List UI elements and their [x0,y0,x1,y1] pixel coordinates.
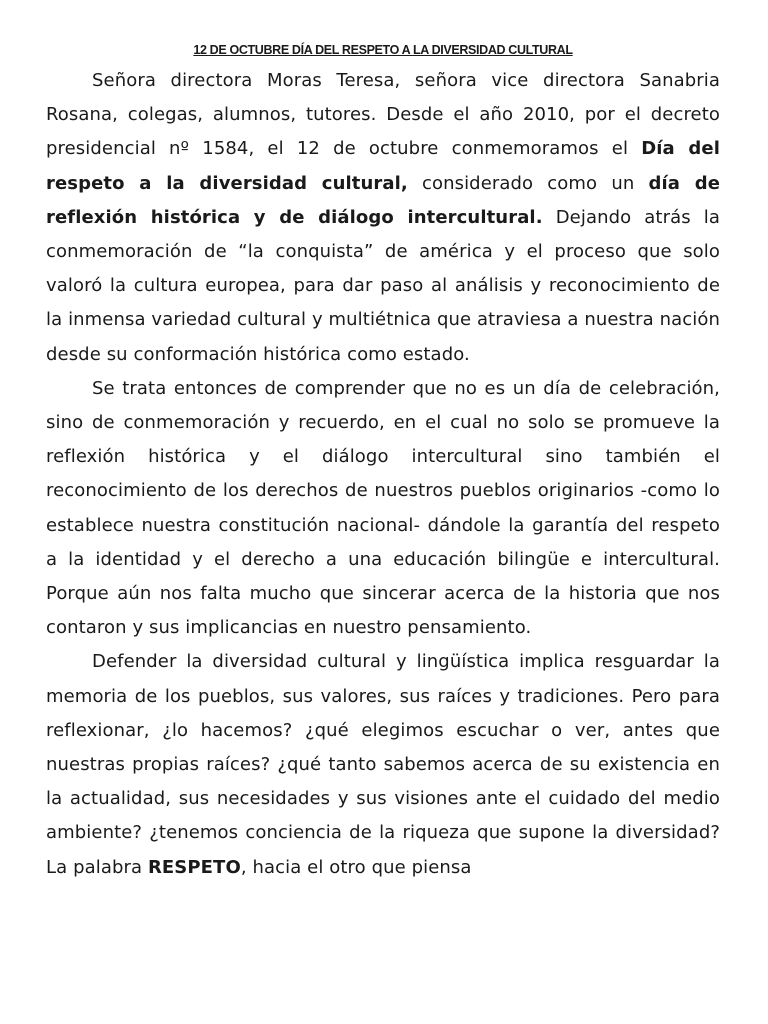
paragraph-text: Defender la diversidad cultural y lingüística implica resguardar la memoria de los pueblos, sus valores, sus raíces y tradiciones. Pero para reflexionar, ¿lo hacemos? ¿qué elegimos escuchar o ver, antes que nuestras propias raíces? ¿qué tanto sabemos acerca de su existencia en la actualidad, sus necesidades y sus visiones ante el cuidado del medio ambiente? ¿tenemos conciencia de la riqueza que supone la diversidad? La palabra [46,651,720,878]
document-title: 12 DE OCTUBRE DÍA DEL RESPETO A LA DIVERSIDAD CULTURAL [193,43,573,57]
paragraph-text: Dejando atrás la conmemoración de “la conquista” de américa y el proceso que solo valoró la cultura europea, para dar paso al análisis y reconocimiento de la inmensa variedad cultural y multiétnica que atraviesa a nuestra nación desde su conformación histórica como estado. [46,206,720,365]
paragraph-text: considerado como un [407,172,649,194]
paragraph-text: Se trata entonces de comprender que no es un día de celebración, sino de conmemoración y recuerdo, en el cual no solo se promueve la reflexión histórica y el diálogo intercultural sino también el reconocimiento de los derechos de nuestros pueblos originarios -como lo establece nuestra constitución nacional- dándole la garantía del respeto a la identidad y el derecho a una educación bilingüe e intercultural. Porque aún nos falta mucho que sincerar acerca de la historia que nos contaron y sus implicancias en nuestro pensamiento. [46,377,720,639]
paragraph-text: Señora directora Moras Teresa, señora vice directora Sanabria Rosana, colegas, alumnos, tutores. Desde el año 2010, por el decreto presidencial nº 1584, el 12 de octubre conmemoramos el [46,70,720,160]
paragraph [46,645,720,884]
paragraph [46,372,720,646]
paragraph [46,64,720,372]
document-page [46,0,720,885]
paragraph-bold-text: Día del respeto a la diversidad cultural, [46,138,720,194]
paragraph-bold-text: RESPETO [147,856,241,878]
paragraph-text: , hacia el otro que piensa [240,856,472,878]
paragraph-bold-text: día de reflexión histórica y de diálogo intercultural. [46,172,720,228]
